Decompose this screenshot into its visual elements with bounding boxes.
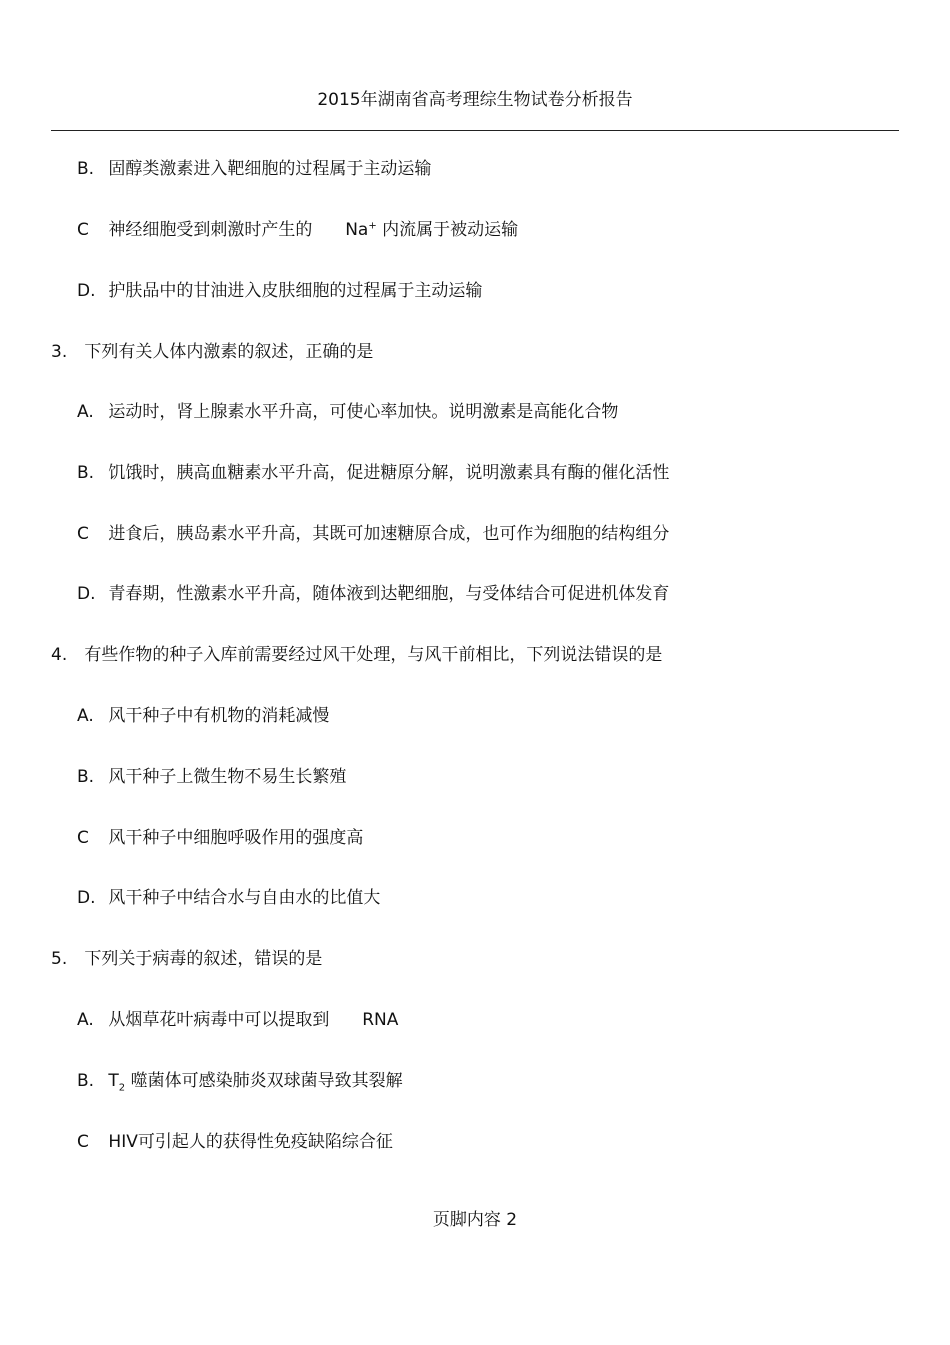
option-text: 风干种子上微生物不易生长繁殖 bbox=[108, 767, 347, 787]
option-text: 神经细胞受到刺激时产生的 bbox=[108, 220, 313, 240]
question-text: 下列关于病毒的叙述，错误的是 bbox=[84, 949, 323, 969]
question-3-stem bbox=[51, 340, 373, 364]
option-label: B. bbox=[77, 463, 95, 483]
option-label: B. bbox=[77, 159, 95, 179]
option-label: C bbox=[77, 1132, 89, 1152]
question-5-stem bbox=[51, 947, 322, 971]
q2-option-d bbox=[77, 279, 482, 303]
question-text: 下列有关人体内激素的叙述，正确的是 bbox=[84, 342, 374, 362]
t2-subscript: 2 bbox=[118, 1082, 126, 1094]
option-label: C bbox=[77, 220, 89, 240]
option-label: A. bbox=[77, 706, 94, 726]
option-text: 从烟草花叶病毒中可以提取到 bbox=[108, 1010, 330, 1030]
option-label: D. bbox=[77, 888, 96, 908]
option-text: 运动时，肾上腺素水平升高，可使心率加快。说明激素是高能化合物 bbox=[108, 402, 619, 422]
q3-option-b bbox=[77, 461, 669, 485]
option-text-after: 内流属于被动运输 bbox=[382, 220, 519, 240]
q3-option-a bbox=[77, 400, 618, 424]
q4-option-d bbox=[77, 886, 380, 910]
option-label: A. bbox=[77, 1010, 94, 1030]
option-text: 进食后，胰岛素水平升高，其既可加速糖原合成，也可作为细胞的结构组分 bbox=[108, 524, 670, 544]
option-text: 风干种子中有机物的消耗减慢 bbox=[108, 706, 330, 726]
q5-option-b bbox=[77, 1069, 403, 1093]
question-4-stem bbox=[51, 643, 662, 667]
option-text: 风干种子中结合水与自由水的比值大 bbox=[108, 888, 381, 908]
q5-option-a bbox=[77, 1008, 398, 1032]
option-label: A. bbox=[77, 402, 94, 422]
q3-option-d bbox=[77, 582, 669, 606]
option-label: B. bbox=[77, 1071, 95, 1091]
header-divider bbox=[51, 130, 899, 131]
q4-option-c bbox=[77, 826, 363, 850]
q4-option-b bbox=[77, 765, 346, 789]
sodium-ion: Na+ bbox=[345, 220, 377, 240]
question-number: 3. bbox=[51, 342, 68, 362]
option-label: C bbox=[77, 524, 89, 544]
q3-option-c bbox=[77, 522, 669, 546]
option-text: 饥饿时，胰高血糖素水平升高，促进糖原分解，说明激素具有酶的催化活性 bbox=[108, 463, 670, 483]
page-header-title: 2015年湖南省高考理综生物试卷分析报告 bbox=[317, 90, 633, 110]
question-number: 5. bbox=[51, 949, 68, 969]
page-footer: 页脚内容 2 bbox=[432, 1210, 518, 1230]
option-label: D. bbox=[77, 281, 96, 301]
q5-option-c bbox=[77, 1130, 393, 1154]
question-text: 有些作物的种子入库前需要经过风干处理，与风干前相比，下列说法错误的是 bbox=[84, 645, 663, 665]
rna-term: RNA bbox=[362, 1010, 399, 1030]
option-label: C bbox=[77, 828, 89, 848]
option-text: 护肤品中的甘油进入皮肤细胞的过程属于主动运输 bbox=[108, 281, 483, 301]
question-number: 4. bbox=[51, 645, 68, 665]
option-text: 固醇类激素进入靶细胞的过程属于主动运输 bbox=[108, 159, 432, 179]
option-label: B. bbox=[77, 767, 95, 787]
q2-option-b bbox=[77, 157, 431, 181]
option-text: HIV可引起人的获得性免疫缺陷综合征 bbox=[108, 1132, 393, 1152]
q4-option-a bbox=[77, 704, 329, 728]
t2-phage-term: $T_2$ bbox=[108, 1071, 126, 1094]
ion-charge: + bbox=[368, 220, 377, 232]
option-text: 噬菌体可感染肺炎双球菌导致其裂解 bbox=[130, 1071, 403, 1091]
q2-option-c bbox=[77, 218, 518, 242]
option-text: 风干种子中细胞呼吸作用的强度高 bbox=[108, 828, 364, 848]
option-text: 青春期，性激素水平升高，随体液到达靶细胞，与受体结合可促进机体发育 bbox=[108, 584, 670, 604]
option-label: D. bbox=[77, 584, 96, 604]
